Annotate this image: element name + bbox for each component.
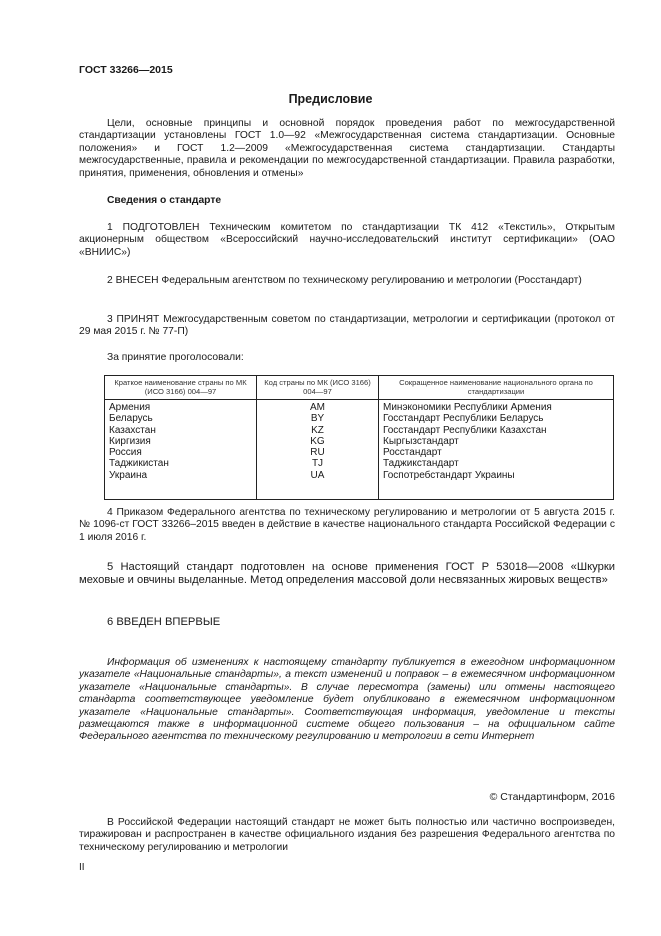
item-3-paragraph: 3 ПРИНЯТ Межгосударственным советом по стандартизации, метрологии и сертификации (протокол от 29 мая 2015 г. № 77-П) bbox=[79, 314, 615, 338]
country-cell: Россия bbox=[109, 447, 142, 459]
body-cell: Кыргызстандарт bbox=[379, 436, 614, 447]
body-cell: Минэкономики Республики Армения bbox=[379, 400, 614, 414]
country-cell: Армения bbox=[109, 402, 151, 413]
code-cell: KG bbox=[257, 436, 379, 447]
table-row bbox=[105, 425, 614, 436]
country-cell: Киргизия bbox=[109, 435, 151, 447]
item-4-paragraph: 4 Приказом Федерального агентства по техническому регулированию и метрологии от 5 августа 2015 г. № 1096-ст ГОСТ 33266–2015 введен в действие в качестве национального стандарта Российской Федерации с 1 июля 2016 г. bbox=[79, 507, 615, 543]
item-2-paragraph: 2 ВНЕСЕН Федеральным агентством по техническому регулированию и метрологии (Росстандарт) bbox=[107, 275, 582, 286]
voting-countries-table bbox=[104, 375, 614, 500]
info-note-paragraph: Информация об изменениях к настоящему стандарту публикуется в ежегодном информационном указателе «Национальные стандарты», а текст изменений и поправок – в ежемесячном информационном указателе «Национальные стандарты». В случае пересмотра (замены) или отмены настоящего стандарта соответствующее уведомление будет опубликовано в ежемесячном информационном указателе «Национальные стандарты». Соответствующая информация, уведомление и тексты размещаются также в информационной системе общего пользования – на официальном сайте Федерального агентства по техническому регулированию и метрологии в сети Интернет bbox=[79, 657, 615, 743]
item-6-paragraph: 6 ВВЕДЕН ВПЕРВЫЕ bbox=[107, 616, 221, 628]
body-cell: Госстандарт Республики Казахстан bbox=[379, 425, 614, 436]
country-cell: Казахстан bbox=[109, 424, 156, 436]
table-row bbox=[105, 413, 614, 424]
table-row bbox=[105, 470, 614, 500]
table-row bbox=[105, 447, 614, 458]
table-row bbox=[105, 436, 614, 447]
code-cell: RU bbox=[257, 447, 379, 458]
code-cell: BY bbox=[257, 413, 379, 424]
code-cell: TJ bbox=[257, 458, 379, 469]
table-header-row bbox=[105, 376, 614, 400]
standard-id-header: ГОСТ 33266—2015 bbox=[79, 64, 173, 76]
code-cell: UA bbox=[257, 470, 379, 500]
header-body: Сокращенное наименование национального органа по стандартизации bbox=[379, 376, 614, 400]
rights-paragraph: В Российской Федерации настоящий стандарт не может быть полностью или частично воспроизведен, тиражирован и распространен в качестве официального издания без разрешения Федерального агентства по техническому регулированию и метрологии bbox=[79, 817, 615, 853]
body-cell: Госстандарт Республики Беларусь bbox=[379, 413, 614, 424]
table-row bbox=[105, 458, 614, 469]
item-1-paragraph: 1 ПОДГОТОВЛЕН Техническим комитетом по стандартизации ТК 412 «Текстиль», Открытым акционерным обществом «Всероссийский научно-исследовательский институт сертификации» (ОАО «ВНИИС») bbox=[79, 222, 615, 258]
code-cell: AM bbox=[257, 400, 379, 414]
body-cell: Росстандарт bbox=[379, 447, 614, 458]
country-cell: Украина bbox=[109, 469, 148, 481]
intro-paragraph: Цели, основные принципы и основной порядок проведения работ по межгосударственной стандартизации установлены ГОСТ 1.0—92 «Межгосударственная система стандартизации. Основные положения» и ГОСТ 1.2—2009 «Межгосударственная система стандартизации. Стандарты межгосударственные, правила и рекомендации по межгосударственной стандартизации. Правила разработки, принятия, применения, обновления и отмены» bbox=[79, 118, 615, 179]
body-cell: Таджикстандарт bbox=[379, 458, 614, 469]
item-5-paragraph: 5 Настоящий стандарт подготовлен на основе применения ГОСТ Р 53018—2008 «Шкурки меховые и овчины выделанные. Метод определения массовой доли несвязанных жировых веществ» bbox=[79, 561, 615, 587]
voted-label: За принятие проголосовали: bbox=[107, 352, 244, 363]
header-code: Код страны по МК (ИСО 3166) 004—97 bbox=[257, 376, 379, 400]
copyright-line: © Стандартинформ, 2016 bbox=[489, 791, 615, 803]
body-cell: Госпотребстандарт Украины bbox=[379, 470, 614, 500]
header-country: Краткое наименование страны по МК (ИСО 3166) 004—97 bbox=[105, 376, 257, 400]
country-cell: Беларусь bbox=[109, 413, 153, 425]
table-row bbox=[105, 400, 614, 414]
section-title: Сведения о стандарте bbox=[107, 195, 222, 206]
code-cell: KZ bbox=[257, 425, 379, 436]
page-title: Предисловие bbox=[288, 92, 373, 106]
page-number: II bbox=[79, 862, 85, 873]
country-cell: Таджикистан bbox=[109, 458, 169, 470]
